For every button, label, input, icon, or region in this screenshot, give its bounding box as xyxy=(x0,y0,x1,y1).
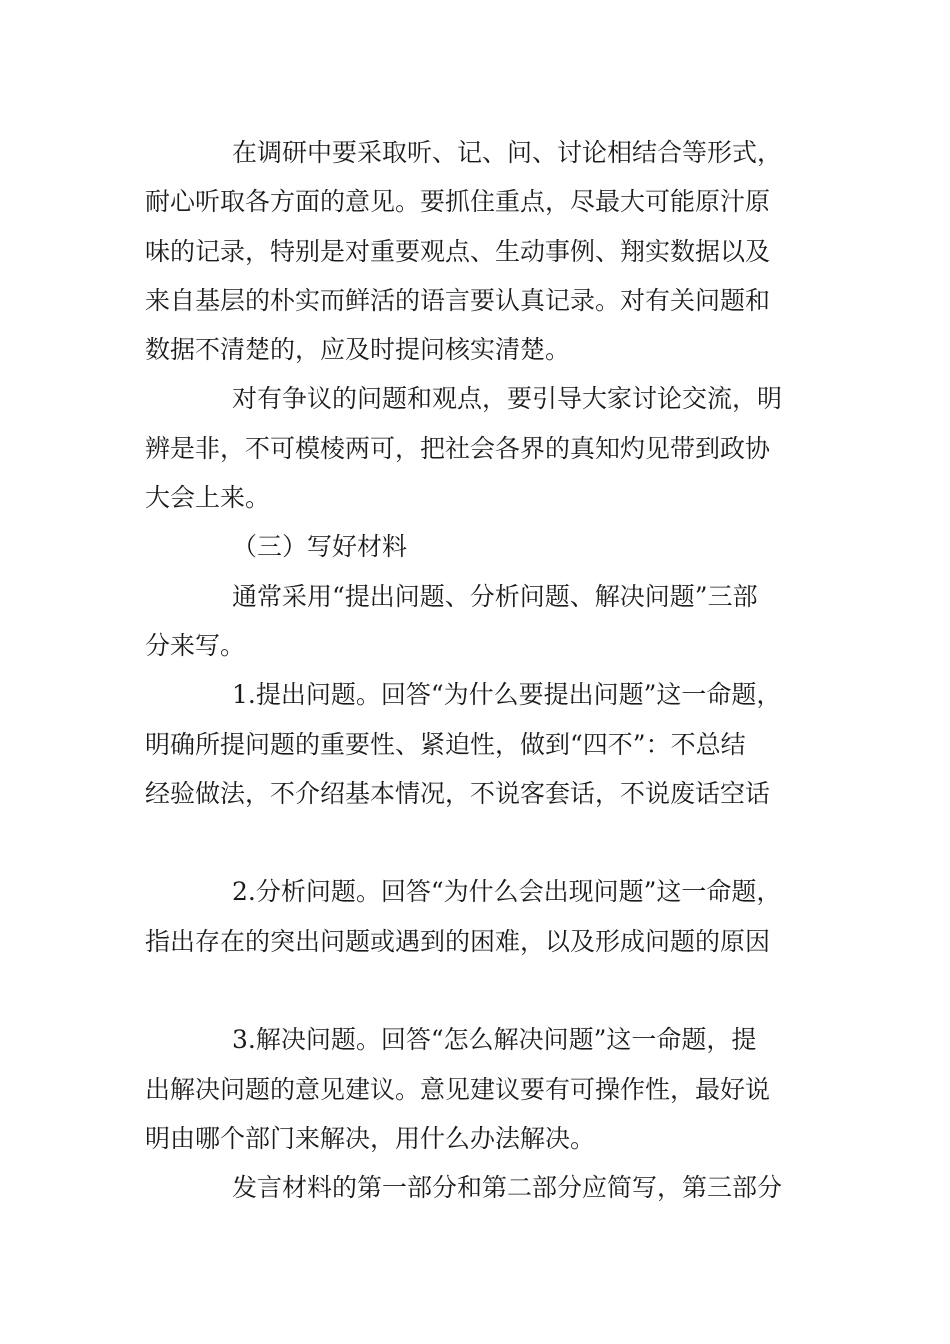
paragraph-line: 在调研中要采取听、记、问、讨论相结合等形式， xyxy=(232,138,783,167)
paragraph-line: 经验做法，不介绍基本情况，不说客套话，不说废话空话 xyxy=(145,778,771,808)
paragraph-line: 明由哪个部门来解决，用什么办法解决。 xyxy=(145,1123,596,1153)
paragraph-line: 数据不清楚的，应及时提问核实清楚。 xyxy=(145,335,571,365)
paragraph-line: 分来写。 xyxy=(145,630,246,660)
paragraph-line: 指出存在的突出问题或遇到的困难，以及形成问题的原因 xyxy=(145,926,771,956)
paragraph-line: 大会上来。 xyxy=(145,483,271,513)
paragraph-line: 对有争议的问题和观点，要引导大家讨论交流，明 xyxy=(232,384,783,414)
document-body xyxy=(145,128,825,1213)
paragraph-line: 味的记录，特别是对重要观点、生动事例、翔实数据以及 xyxy=(145,236,771,266)
blank-line xyxy=(145,966,825,1015)
paragraph-line: 出解决问题的意见建议。意见建议要有可操作性，最好说 xyxy=(145,1074,771,1104)
paragraph-line: 1.提出问题。回答“为什么要提出问题”这一命题， xyxy=(232,680,782,710)
paragraph-line: 2.分析问题。回答“为什么会出现问题”这一命题， xyxy=(232,877,782,907)
blank-line xyxy=(145,818,825,867)
paragraph-line: 来自基层的朴实而鲜活的语言要认真记录。对有关问题和 xyxy=(145,285,771,315)
paragraph-line: 通常采用“提出问题、分析问题、解决问题”三部 xyxy=(232,581,758,611)
paragraph-line: 耐心听取各方面的意见。要抓住重点，尽最大可能原汁原 xyxy=(145,187,771,217)
paragraph-line: 3.解决问题。回答“怎么解决问题”这一命题，提 xyxy=(232,1025,757,1055)
section-heading: （三）写好材料 xyxy=(232,532,408,562)
paragraph-line: 辨是非，不可模棱两可，把社会各界的真知灼见带到政协 xyxy=(145,433,771,463)
paragraph-line: 明确所提问题的重要性、紧迫性，做到“四不”：不总结 xyxy=(145,729,746,759)
paragraph-line: 发言材料的第一部分和第二部分应简写，第三部分 xyxy=(232,1173,783,1203)
